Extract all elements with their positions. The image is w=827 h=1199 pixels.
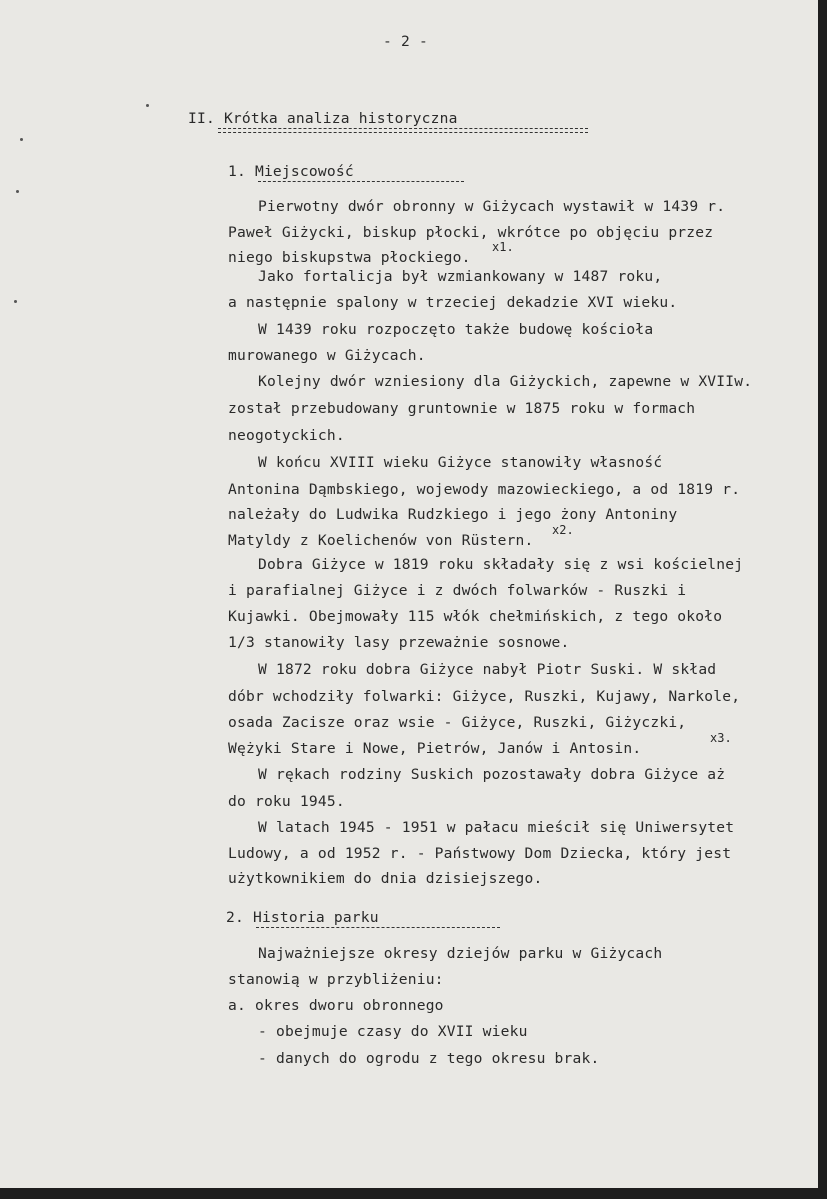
paragraph-line: Kujawki. Obejmowały 115 włók chełmińskich, z tego około [228, 608, 723, 625]
paragraph-line: W 1439 roku rozpoczęto także budowę kościoła [258, 321, 654, 338]
page-number: - 2 - [383, 33, 428, 50]
paragraph-line: Najważniejsze okresy dziejów parku w Giżycach [258, 945, 663, 962]
paragraph-line: W 1872 roku dobra Giżyce nabył Piotr Suski. W skład [258, 661, 717, 678]
paragraph-line: Antonina Dąmbskiego, wojewody mazowieckiego, a od 1819 r. [228, 481, 741, 498]
paragraph-line: Paweł Giżycki, biskup płocki, wkrótce po objęciu przez [228, 224, 714, 241]
scan-speck [20, 138, 23, 141]
paragraph-line: stanowią w przybliżeniu: [228, 971, 444, 988]
paragraph-line: należały do Ludwika Rudzkiego i jego żony Antoniny [228, 506, 678, 523]
paragraph-line: został przebudowany gruntownie w 1875 roku w formach [228, 400, 696, 417]
paragraph-line: Wężyki Stare i Nowe, Pietrów, Janów i Antosin. [228, 740, 642, 757]
subsection-heading-1: 1. Miejscowość [228, 163, 354, 180]
heading-double-underline [218, 128, 588, 133]
list-item: a. okres dworu obronnego [228, 997, 444, 1014]
paragraph-line: niego biskupstwa płockiego. [228, 249, 471, 266]
paragraph-line: Ludowy, a od 1952 r. - Państwowy Dom Dziecka, który jest [228, 845, 732, 862]
paragraph-line: Pierwotny dwór obronny w Giżycach wystawił w 1439 r. [258, 198, 726, 215]
section-heading: II. Krótka analiza historyczna [188, 110, 458, 127]
paragraph-line: dóbr wchodziły folwarki: Giżyce, Ruszki, Kujawy, Narkole, [228, 688, 741, 705]
list-subitem: - obejmuje czasy do XVII wieku [258, 1023, 528, 1040]
paragraph-line: osada Zacisze oraz wsie - Giżyce, Ruszki, Giżyczki, [228, 714, 687, 731]
paragraph-line: W latach 1945 - 1951 w pałacu mieścił się Uniwersytet [258, 819, 735, 836]
paragraph-line: W końcu XVIII wieku Giżyce stanowiły własność [258, 454, 663, 471]
paragraph-line: neogotyckich. [228, 427, 345, 444]
paragraph-line: użytkownikiem do dnia dzisiejszego. [228, 870, 543, 887]
paragraph-line: Kolejny dwór wzniesiony dla Giżyckich, zapewne w XVIIw. [258, 373, 753, 390]
footnote-marker: x2. [552, 523, 574, 537]
scan-speck [14, 300, 17, 303]
paragraph-line: Matyldy z Koelichenów von Rüstern. [228, 532, 534, 549]
paragraph-line: W rękach rodziny Suskich pozostawały dobra Giżyce aż [258, 766, 726, 783]
scan-speck [16, 190, 19, 193]
list-subitem: - danych do ogrodu z tego okresu brak. [258, 1050, 600, 1067]
footnote-marker: x1. [492, 240, 514, 254]
paragraph-line: murowanego w Giżycach. [228, 347, 426, 364]
subsection-2-underline [256, 927, 500, 928]
paragraph-line: Dobra Giżyce w 1819 roku składały się z wsi kościelnej [258, 556, 744, 573]
subsection-heading-2: 2. Historia parku [226, 909, 379, 926]
subsection-1-underline [258, 181, 464, 182]
paragraph-line: Jako fortalicja był wzmiankowany w 1487 roku, [258, 268, 663, 285]
paragraph-line: a następnie spalony w trzeciej dekadzie XVI wieku. [228, 294, 678, 311]
scan-speck [146, 104, 149, 107]
paragraph-line: 1/3 stanowiły lasy przeważnie sosnowe. [228, 634, 570, 651]
paragraph-line: i parafialnej Giżyce i z dwóch folwarków - Ruszki i [228, 582, 687, 599]
paragraph-line: do roku 1945. [228, 793, 345, 810]
footnote-marker: x3. [710, 731, 732, 745]
